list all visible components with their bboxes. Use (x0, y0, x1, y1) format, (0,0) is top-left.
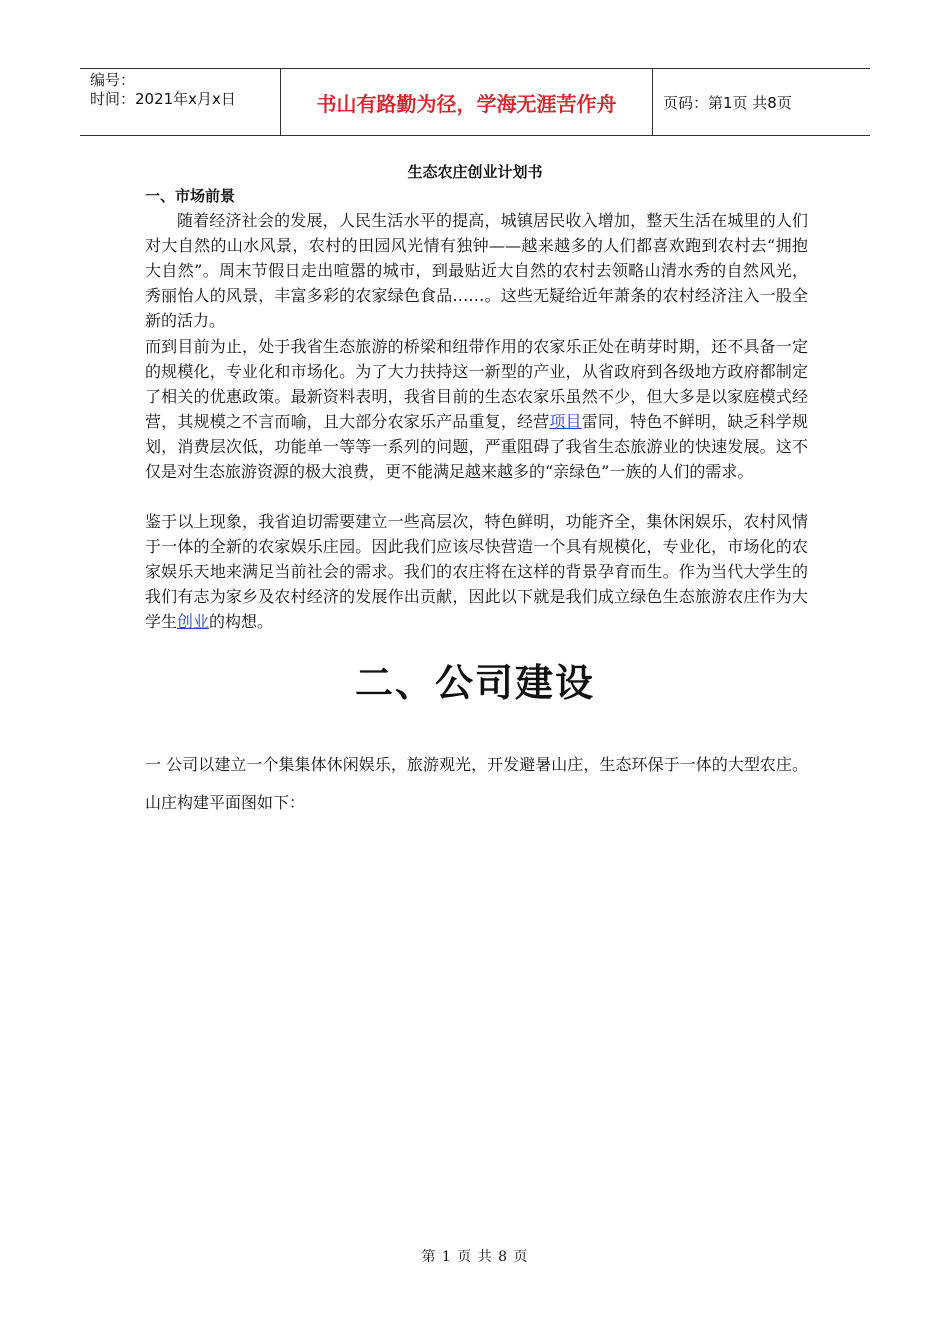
paragraph-company-plan: 一 公司以建立一个集集体休闲娱乐，旅游观光，开发避暑山庄，生态环保于一体的大型农庄。山庄构建平面图如下： (145, 755, 808, 812)
header-table (80, 68, 870, 136)
document-title: 生态农庄创业计划书 (407, 163, 543, 181)
paragraph-proposal (145, 509, 808, 634)
paragraph2-text-a: 而到目前为止，处于我省生态旅游的桥梁和纽带作用的农家乐正处在萌芽时期，还不具备一定的规模化，专业化和市场化。为了大力扶持这一新型的产业，从省政府到各级地方政府都制定了相关的优惠政策。最新资料表明，我省目前的生态农家乐虽然不少，但大多是以家庭模式经营，其规模之不言而喻，且大部分农家乐产品重复，经营 (145, 337, 808, 431)
link-project[interactable]: 项目 (549, 412, 582, 431)
header-motto: 书山有路勤为径，学海无涯苦作舟 (281, 69, 653, 135)
header-meta (80, 69, 281, 135)
paragraph-current-status (145, 334, 808, 484)
section2-heading: 二、公司建设 (354, 661, 595, 705)
section1-heading: 一、市场前景 (145, 187, 236, 205)
paragraph3-text-b: 的构想。 (209, 612, 274, 631)
link-entrepreneurship[interactable]: 创业 (177, 612, 210, 631)
header-page-info: 页码：第1页 共8页 (663, 93, 792, 112)
paragraph3-text-a: 鉴于以上现象，我省迫切需要建立一些高层次，特色鲜明，功能齐全，集休闲娱乐，农村风情于一体的全新的农家娱乐庄园。因此我们应该尽快营造一个具有规模化，专业化，市场化的农家娱乐天地来满足当前社会的需求。我们的农庄将在这样的背景孕育而生。作为当代大学生的我们有志为家乡及农村经济的发展作出贡献，因此以下就是我们成立绿色生态旅游农庄作为大学生 (145, 512, 808, 631)
page-footer: 第 1 页 共 8 页 (421, 1249, 529, 1265)
number-label: 编号： (90, 71, 136, 89)
paragraph2-text-b: 雷同，特色不鲜明，缺乏科学规划，消费层次低，功能单一等等一系列的问题，严重阻碍了我省生态旅游业的快速发展。这不仅是对生态旅游资源的极大浪费，更不能满足越来越多的“亲绿色”一族的人们的需求。 (145, 412, 808, 481)
paragraph-market-intro: 随着经济社会的发展，人民生活水平的提高，城镇居民收入增加，整天生活在城里的人们对大自然的山水风景，农村的田园风光情有独钟——越来越多的人们都喜欢跑到农村去“拥抱大自然”。周末节假日走出喧嚣的城市，到最贴近大自然的农村去领略山清水秀的自然风光，秀丽怡人的风景，丰富多彩的农家绿色食品……。这些无疑给近年萧条的农村经济注入一股全新的活力。 (145, 211, 808, 330)
date-label: 时间：2021年x月x日 (90, 90, 236, 108)
